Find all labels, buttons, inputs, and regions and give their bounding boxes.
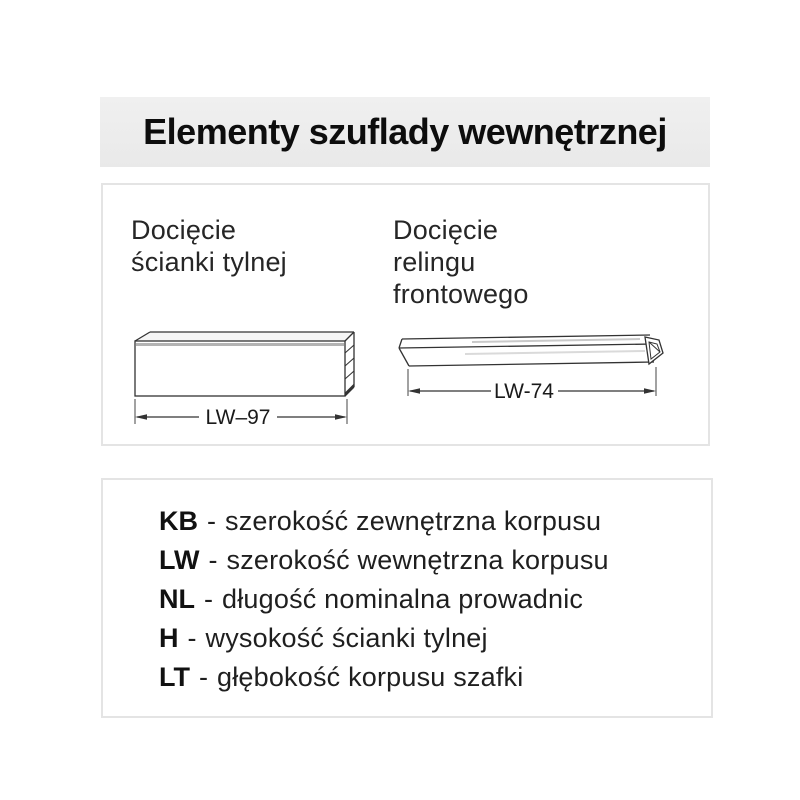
front-rail-caption xyxy=(393,214,529,310)
back-panel-caption-line1: Docięcie xyxy=(131,215,237,245)
legend-code: H xyxy=(159,623,179,653)
legend-description: głębokość korpusu szafki xyxy=(216,662,524,692)
legend-row-lt xyxy=(159,658,609,697)
back-panel-drawing xyxy=(120,324,370,436)
legend-code: KB xyxy=(159,506,198,536)
legend-row-kb xyxy=(159,502,609,541)
legend-row-h xyxy=(159,619,609,658)
page-title: Elementy szuflady wewnętrznej xyxy=(143,111,667,152)
back-panel-dimension-label: LW–97 xyxy=(205,406,271,429)
legend-code: LW xyxy=(159,545,200,575)
legend-description: szerokość wewnętrzna korpusu xyxy=(226,545,609,575)
legend-row-lw xyxy=(159,541,609,580)
legend-separator: - xyxy=(187,623,197,653)
front-rail-drawing xyxy=(390,328,670,406)
front-rail-dimension-label: LW-74 xyxy=(494,380,554,403)
legend-separator: - xyxy=(198,662,208,692)
legend-row-nl xyxy=(159,580,609,619)
front-rail-caption-line1: Docięcie xyxy=(393,215,499,245)
legend-code: LT xyxy=(159,662,190,692)
legend-description: szerokość zewnętrzna korpusu xyxy=(225,506,602,536)
legend-list xyxy=(159,502,609,697)
legend-code: NL xyxy=(159,584,195,614)
diagrams-panel xyxy=(101,183,710,446)
legend-separator: - xyxy=(204,584,213,614)
legend-separator: - xyxy=(208,545,218,575)
title-bar xyxy=(100,97,710,167)
front-rail-caption-line2: relingu xyxy=(393,247,476,277)
legend-description: wysokość ścianki tylnej xyxy=(205,623,488,653)
front-rail-caption-line3: frontowego xyxy=(393,279,529,309)
back-panel-caption xyxy=(131,214,287,278)
legend-description: długość nominalna prowadnic xyxy=(222,584,584,614)
legend-panel xyxy=(101,478,713,718)
back-panel-caption-line2: ścianki tylnej xyxy=(131,247,287,277)
legend-separator: - xyxy=(207,506,216,536)
